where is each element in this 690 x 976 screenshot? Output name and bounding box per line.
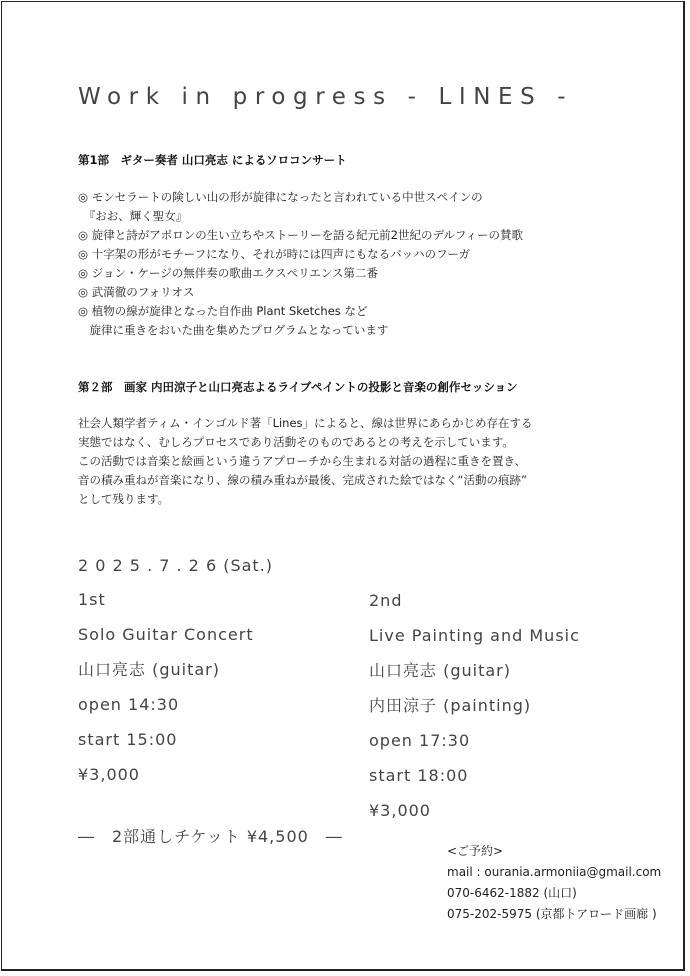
reservation-phone: 070-6462-1882 (山口) xyxy=(447,886,577,900)
event-date: 2 0 2 5 . 7 . 2 6 (Sat.) xyxy=(78,556,274,575)
program-line: ◎ ジョン・ケージの無伴奏の歌曲エクスペリエンス第二番 xyxy=(78,266,379,280)
reservation-label: <ご予約> xyxy=(447,844,504,858)
performer: 内田涼子 (painting) xyxy=(369,696,532,715)
part1-heading: 第1部 ギター奏者 山口亮志 によるソロコンサート xyxy=(78,153,347,167)
program-line: ◎ 植物の線が旋律となった自作曲 Plant Sketches など xyxy=(78,304,368,318)
description-line: 実態ではなく、むしろプロセスであり活動そのものであるとの考えを示しています。 xyxy=(78,435,514,449)
price: ¥3,000 xyxy=(78,765,140,784)
description-line: として残ります。 xyxy=(78,492,170,506)
description-line: この活動では音楽と絵画という違うアプローチから生まれる対話の過程に重きを置き、 xyxy=(78,454,527,468)
session-title: Live Painting and Music xyxy=(369,626,580,645)
program-line: ◎ 十字架の形がモチーフになり、それが時には四声にもなるバッハのフーガ xyxy=(78,247,471,261)
program-line: 旋律に重きをおいた曲を集めたプログラムとなっています xyxy=(78,323,389,337)
description-line: 音の積み重ねが音楽になり、線の積み重ねが最後、完成された絵ではなく“活動の痕跡” xyxy=(78,473,527,487)
part2-description xyxy=(78,414,533,509)
open-time: open 14:30 xyxy=(78,695,180,714)
second-session xyxy=(369,583,580,828)
price: ¥3,000 xyxy=(369,801,431,820)
start-time: start 15:00 xyxy=(78,730,178,749)
reservation-email: mail : ourania.armoniia@gmail.com xyxy=(447,865,662,879)
program-line: 『おお、輝く聖女』 xyxy=(78,209,188,223)
part2-heading: 第２部 画家 内田涼子と山口亮志よるライブペイントの投影と音楽の創作セッション xyxy=(78,380,518,394)
page-title: Work in progress - LINES - xyxy=(78,84,574,110)
session-label: 1st xyxy=(78,590,106,609)
combined-ticket: ― 2部通しチケット ¥4,500 ― xyxy=(78,827,343,846)
open-time: open 17:30 xyxy=(369,731,471,750)
reservation-phone: 075-202-5975 (京都トアロード画廊 ) xyxy=(447,907,657,921)
program-line: ◎ 旋律と詩がアポロンの生い立ちやストーリーを語る紀元前2世紀のデルフィーの賛歌 xyxy=(78,228,524,242)
performer: 山口亮志 (guitar) xyxy=(78,660,220,679)
performer: 山口亮志 (guitar) xyxy=(369,661,511,680)
first-session xyxy=(78,582,254,792)
program-line: ◎ モンセラートの険しい山の形が旋律になったと言われている中世スペインの xyxy=(78,190,483,204)
reservation-info xyxy=(447,841,661,925)
part1-program xyxy=(78,188,523,340)
session-title: Solo Guitar Concert xyxy=(78,625,254,644)
description-line: 社会人類学者ティム・インゴルド著「Lines」によると、線は世界にあらかじめ存在する xyxy=(78,416,533,430)
start-time: start 18:00 xyxy=(369,766,469,785)
program-line: ◎ 武満徹のフォリオス xyxy=(78,285,195,299)
session-label: 2nd xyxy=(369,591,403,610)
